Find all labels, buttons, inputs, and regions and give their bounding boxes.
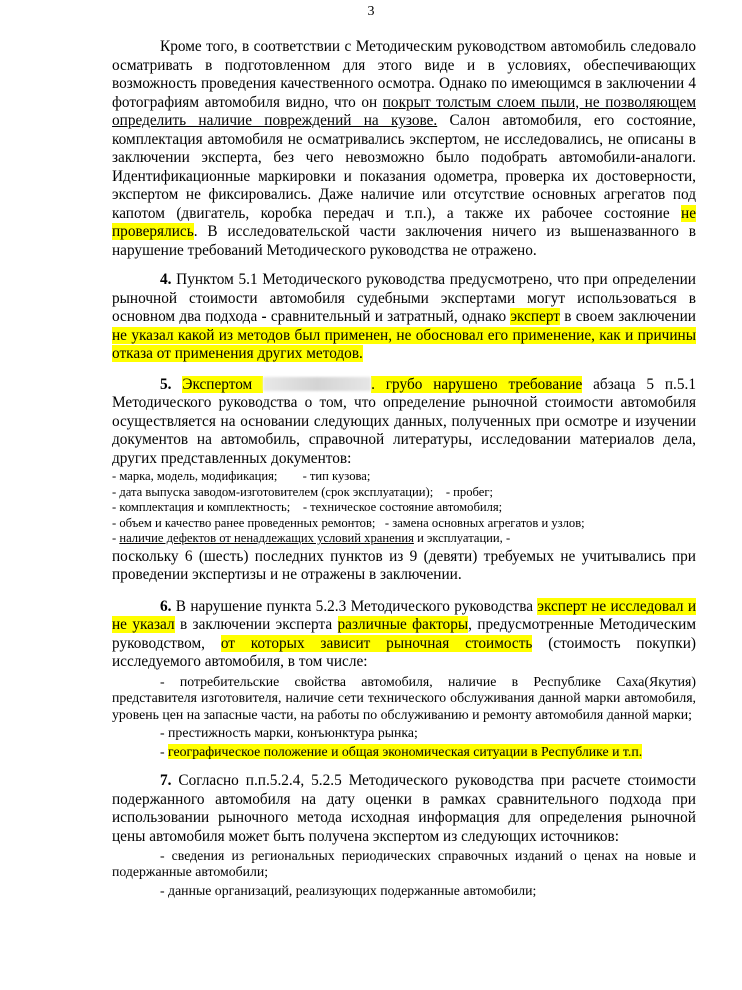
highlighted-text: различные факторы [337,616,469,634]
paragraph-inspection: Кроме того, в соответствии с Методическим руководством автомобиль следовало осматривать в подготовленном для этого виде и в условиях, обеспечивающих возможность проведения качественного осмотра. Однако по имеющимся в заключении 4 фотографиям автомобиля видно, что он покрыт толстым слоем пыли, не позволяющем определить наличие повреждений на кузове. Салон автомобиля, его состояние, комплектация автомобиля не осматривались экспертом, не исследовались, не описаны в заключении эксперта, без чего невозможно было подобрать автомобили-аналоги. Идентификационные маркировки и показания одометра, проверка их достоверности, экспертом не фиксировались. Даже наличие или отсутствие основных агрегатов под капотом (двигатель, коробка передач и т.п.), а также их рабочее состояние не проверялись. В исследовательской части заключения ничего из вышеназванного в нарушение требований Методического руководства не отражено. [112,38,696,259]
factor-item: - потребительские свойства автомобиля, наличие в Республике Саха(Якутия) представителя изготовителя, наличие сети технического обслуживания данной марки автомобиля, уровень цен на запасные части, на работы по обслуживанию и ремонту автомобиля данной марки; [112,673,696,722]
item-number: 4. [160,271,172,288]
list-item: - объем и качество ранее проведенных ремонтов; - замена основных агрегатов и узлов; [112,515,585,530]
paragraph-5: 5. Экспертом . грубо нарушено требование абзаца 5 п.5.1 Методического руководства о том, что определение рыночной стоимости автомобиля осуществляется на основании следующих данных, полученных при осмотре и изучении документов на автомобиль, справочной литературы, исследовании материалов дела, других представленных документов: [112,375,696,467]
highlighted-text: эксперт [510,308,560,325]
paragraph-6: 6. В нарушение пункта 5.2.3 Методического руководства эксперт не исследовал и не указал в заключении эксперта различные факторы, предусмотренные Методическим руководством, от которых зависит рыночная стоимость (стоимость покупки) исследуемого автомобиля, в том числе: [112,597,697,671]
highlighted-text: не проверялись [112,204,696,240]
document-body [112,38,696,899]
list-item: - комплектация и комплектность; - техническое состояние автомобиля; [112,500,503,515]
data-list [112,469,696,547]
list-item: - дата выпуска заводом-изготовителем (срок эксплуатации); - пробег; [112,484,493,499]
source-item: - сведения из региональных периодических справочных изданий о ценах на новые и подержанные автомобили; [112,848,696,880]
factor-item: - престижность марки, конъюнктура рынка; [160,725,418,741]
highlighted-text: . грубо нарушено требование [371,375,583,393]
item-number: 5. [160,375,172,393]
underlined-text: покрыт толстым слоем пыли, не позволяющем определить наличие повреждений на кузове. [112,93,696,129]
list-item: - марка, модель, модификация; - тип кузова; [112,469,371,483]
factor-item: - географическое положение и общая экономическая ситуации в Республике и т.п. [160,743,643,759]
highlighted-text: географическое положение и общая экономическая ситуации в Республике и т.п. [168,743,643,759]
source-item: - данные организаций, реализующих подержанные автомобили; [160,882,537,898]
list-item: - наличие дефектов от ненадлежащих условий хранения и эксплуатации, - [112,531,511,546]
highlighted-text: от которых зависит рыночная стоимость [220,634,533,652]
highlighted-text: не указал какой из методов был применен, не обосновал его применение, как и причины отказа от применения других методов. [112,326,696,362]
item-number: 7. [160,772,172,789]
redacted-name [263,377,371,391]
page-number: 3 [367,4,375,19]
paragraph-7: 7. Согласно п.п.5.2.4, 5.2.5 Методического руководства при расчете стоимости подержанного автомобиля на дату оценки в рамках сравнительного подхода при использовании рыночного метода исходная информация для определения рыночной цены автомобиля может быть получена экспертом из следующих источников: [112,772,696,845]
highlighted-text: эксперт не исследовал и не указал [112,597,697,634]
paragraph-5-continuation: поскольку 6 (шесть) последних пунктов из 9 (девяти) требуемых не учитывались при проведении экспертизы и не отражены в заключении. [112,547,696,584]
item-number: 6. [160,597,172,615]
paragraph-4: 4. Пунктом 5.1 Методического руководства предусмотрено, что при определении рыночной стоимости автомобиля судебными экспертами могут использоваться в основном два подхода - сравнительный и затратный, однако эксперт в своем заключении не указал какой из методов был применен, не обосновал его применение, как и причины отказа от применения других методов. [112,271,696,362]
highlighted-text: Экспертом [182,375,264,393]
